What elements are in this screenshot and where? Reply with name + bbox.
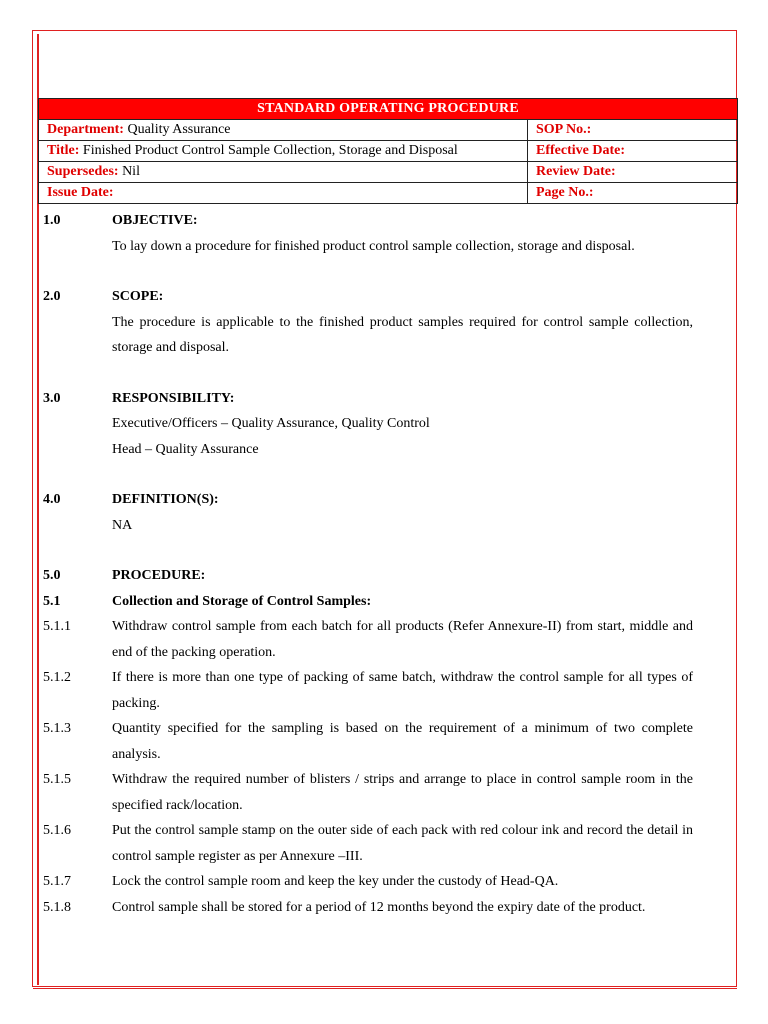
section-objective-text (43, 234, 693, 260)
step-text: Withdraw the required number of blisters / strips and arrange to place in control sample room in the specified rack/location. (112, 772, 693, 813)
section-scope-text (43, 310, 693, 361)
step-number: 5.1.5 (43, 772, 71, 787)
department-value: Quality Assurance (127, 122, 231, 137)
footer-rule (33, 988, 737, 989)
procedure-steps (43, 614, 693, 920)
section-number: 5.0 (43, 568, 61, 583)
step-number: 5.1.7 (43, 874, 71, 889)
paragraph: NA (112, 517, 133, 533)
sop-header-table (38, 98, 738, 204)
step-number: 5.1.3 (43, 721, 71, 736)
section-heading: SCOPE: (112, 289, 164, 304)
step-text: If there is more than one type of packing of same batch, withdraw the control sample for all types of packing. (112, 670, 693, 711)
sop-number-cell (528, 120, 738, 141)
effective-date-label: Effective Date: (536, 143, 626, 158)
subsection-heading (43, 589, 693, 615)
section-number: 2.0 (43, 289, 61, 304)
procedure-step (43, 614, 693, 665)
section-procedure-heading (43, 563, 693, 589)
procedure-step (43, 895, 693, 921)
paragraph: The procedure is applicable to the finished product samples required for control sample collection, storage and disposal. (112, 314, 693, 355)
review-date-cell (528, 162, 738, 183)
department-label: Department: (47, 122, 124, 137)
step-number: 5.1.8 (43, 899, 71, 915)
procedure-step (43, 665, 693, 716)
page-number-cell (528, 183, 738, 204)
title-value: Finished Product Control Sample Collection, Storage and Disposal (82, 143, 458, 158)
step-text: Quantity specified for the sampling is based on the requirement of a minimum of two complete analysis. (112, 721, 693, 762)
step-text: Control sample shall be stored for a period of 12 months beyond the expiry date of the product. (112, 899, 646, 915)
step-text: Lock the control sample room and keep the key under the custody of Head-QA. (112, 874, 559, 889)
procedure-step (43, 716, 693, 767)
supersedes-cell (39, 162, 528, 183)
title-label: Title: (47, 143, 80, 158)
issue-date-cell (39, 183, 528, 204)
subsection-number: 5.1 (43, 593, 61, 609)
sop-body (43, 208, 693, 920)
paragraph: Executive/Officers – Quality Assurance, Quality Control (112, 416, 430, 431)
procedure-step (43, 818, 693, 869)
responsibility-line (43, 411, 693, 437)
responsibility-line (43, 437, 693, 463)
procedure-step (43, 869, 693, 895)
sop-banner: STANDARD OPERATING PROCEDURE (39, 99, 738, 120)
section-number: 1.0 (43, 213, 61, 228)
section-heading: RESPONSIBILITY: (112, 390, 235, 406)
section-scope-heading (43, 284, 693, 310)
section-responsibility-heading (43, 386, 693, 412)
paragraph: Head – Quality Assurance (112, 441, 259, 457)
paragraph: To lay down a procedure for finished product control sample collection, storage and disposal. (112, 238, 635, 254)
section-heading: OBJECTIVE: (112, 213, 198, 228)
section-heading: PROCEDURE: (112, 568, 206, 583)
issue-date-label: Issue Date: (47, 185, 114, 200)
page-number-label: Page No.: (536, 185, 594, 200)
step-number: 5.1.1 (43, 619, 71, 634)
review-date-label: Review Date: (536, 164, 616, 179)
section-definitions-text (43, 513, 693, 539)
sop-number-label: SOP No.: (536, 122, 592, 137)
subsection-title: Collection and Storage of Control Samples: (112, 593, 372, 609)
effective-date-cell (528, 141, 738, 162)
section-number: 3.0 (43, 390, 61, 406)
section-objective-heading (43, 208, 693, 234)
department-cell (39, 120, 528, 141)
title-cell (39, 141, 528, 162)
section-heading: DEFINITION(S): (112, 492, 219, 507)
step-number: 5.1.2 (43, 670, 71, 685)
supersedes-label: Supersedes: (47, 164, 119, 179)
section-definitions-heading (43, 487, 693, 513)
step-number: 5.1.6 (43, 823, 71, 838)
step-text: Withdraw control sample from each batch for all products (Refer Annexure-II) from start, middle and end of the packing operation. (112, 619, 693, 660)
step-text: Put the control sample stamp on the outer side of each pack with red colour ink and record the detail in control sample register as per Annexure –III. (112, 823, 693, 864)
supersedes-value: Nil (122, 164, 140, 179)
section-number: 4.0 (43, 492, 61, 507)
procedure-step (43, 767, 693, 818)
